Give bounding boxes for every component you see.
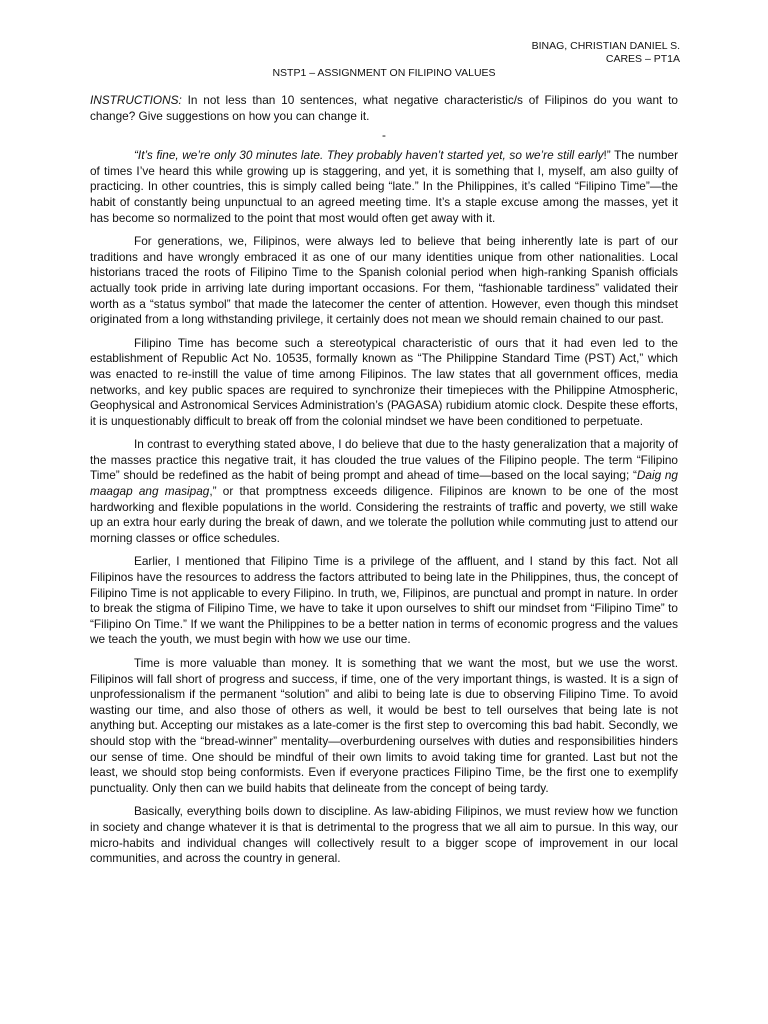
paragraph-5: Earlier, I mentioned that Filipino Time is a privilege of the affluent, and I stand by this fact. Not all Filipinos have the resources to address the factors attributed to being late in the Philippines, thus, the concept of Filipino Time is not applicable to every Filipino. In truth, we, Filipinos, are punctual and prompt in nature. In order to break the stigma of Filipino Time, we have to take it upon ourselves to shift our mindset from “Filipino Time” to “Filipino On Time.” If we want the Philippines to be a better nation in terms of economic progress and the values we teach the youth, we must begin with how we use our time.: [90, 554, 678, 647]
paragraph-1-text: !” The number of times I’ve heard this while growing up is staggering, and yet, it is something that I, myself, am also guilty of practicing. In other countries, this is simply called being “late.” In the Philippines, it’s called “Filipino Time”—the habit of constantly being unpunctual to an agreed meeting time. It’s a staple excuse among the masses, yet it has become so normalized to the point that most would often get away with it.: [90, 148, 679, 225]
paragraph-4-after: ,” or that promptness exceeds diligence. Filipinos are known to be one of the most hardworking and flexible populations in the world. Considering the restraints of traffic and poverty, we still wake up an extra hour early during the break of dawn, and we tolerate the pollution while commuting just to attend our morning classes or office schedules.: [90, 484, 678, 545]
document-body: [90, 93, 678, 875]
author-name: BINAG, CHRISTIAN DANIEL S.: [531, 40, 680, 52]
instructions-label: INSTRUCTIONS:: [90, 93, 182, 107]
instructions-text: In not less than 10 sentences, what negative characteristic/s of Filipinos do you want to change? Give suggestions on how you can change it.: [90, 93, 678, 123]
paragraph-3: Filipino Time has become such a stereotypical characteristic of ours that it had even led to the establishment of Republic Act No. 10535, formally known as “The Philippine Standard Time (PST) Act,” which was enacted to re-instill the value of time among Filipinos. The law states that all government offices, media networks, and key public spaces are required to synchronize their timepieces with the Philippine Atmospheric, Geophysical and Astronomical Services Administration’s (PAGASA) rubidium atomic clock. Despite these efforts, it is unquestionably difficult to break off from the colonial mindset we have been conditioned to perpetuate.: [90, 335, 678, 428]
paragraph-4: [90, 437, 678, 546]
paragraph-2: For generations, we, Filipinos, were always led to believe that being inherently late is part of our traditions and have wrongly embraced it as one of our many identities unique from other nationalities. Local historians traced the roots of Filipino Time to the Spanish colonial period when high-ranking Spanish officials actually took pride in arriving late during important occasions. For them, “fashionable tardiness” validated their worth as a “status symbol” that made the latecomer the center of attention. However, even though this mindset originated from a long withstanding privilege, it certainly does not mean we should remain chained to our past.: [90, 234, 678, 327]
author-block: [532, 40, 680, 66]
paragraph-6: Time is more valuable than money. It is something that we want the most, but we use the worst. Filipinos will fall short of progress and success, if time, one of the very important things, is wasted. It is a sign of unprofessionalism if the permanent “solution” and alibi to being late is due to observing Filipino Time. To avoid wasting our time, and also those of others as well, it would be best to tell ourselves that being late is not anything but. Accepting our mistakes as a late-comer is the first step to overcoming this bad habit. Secondly, we should stop with the “bread-winner” mentality—overburdening ourselves with duties and responsibilities hinders our sense of time. One should be mindful of their own limits to avoid taking time for granted. Last but not the least, we should stop being conformists. Even if everyone practices Filipino Time, be the first one to exemplify punctuality. Only then can we build habits that delineate from the concept of being tardy.: [90, 656, 678, 795]
author-section: CARES – PT1A: [605, 53, 680, 65]
divider-dash: -: [382, 128, 386, 143]
paragraph-4-before: In contrast to everything stated above, I do believe that due to the hasty generalization that a majority of the masses practice this negative trait, it has clouded the true values of the Filipino people. The term “Filipino Time” should be redefined as the habit of being prompt and ahead of time—based on the local saying; “: [90, 437, 678, 483]
instructions: [90, 93, 678, 124]
opening-quote: “It’s fine, we’re only 30 minutes late. They probably haven’t started yet, so we’re still early: [134, 148, 604, 163]
document-title: NSTP1 – ASSIGNMENT ON FILIPINO VALUES: [272, 67, 496, 79]
paragraph-7: Basically, everything boils down to discipline. As law-abiding Filipinos, we must review how we function in society and change whatever it is that is detrimental to the progress that we all aim to pursue. In this way, our micro-habits and individual changes will collectively result to a bigger scope of improvement in our local communities, and across the country in general.: [90, 804, 678, 866]
paragraph-1: [90, 148, 678, 226]
local-saying: Daig ng maagap ang masipag: [90, 468, 678, 499]
